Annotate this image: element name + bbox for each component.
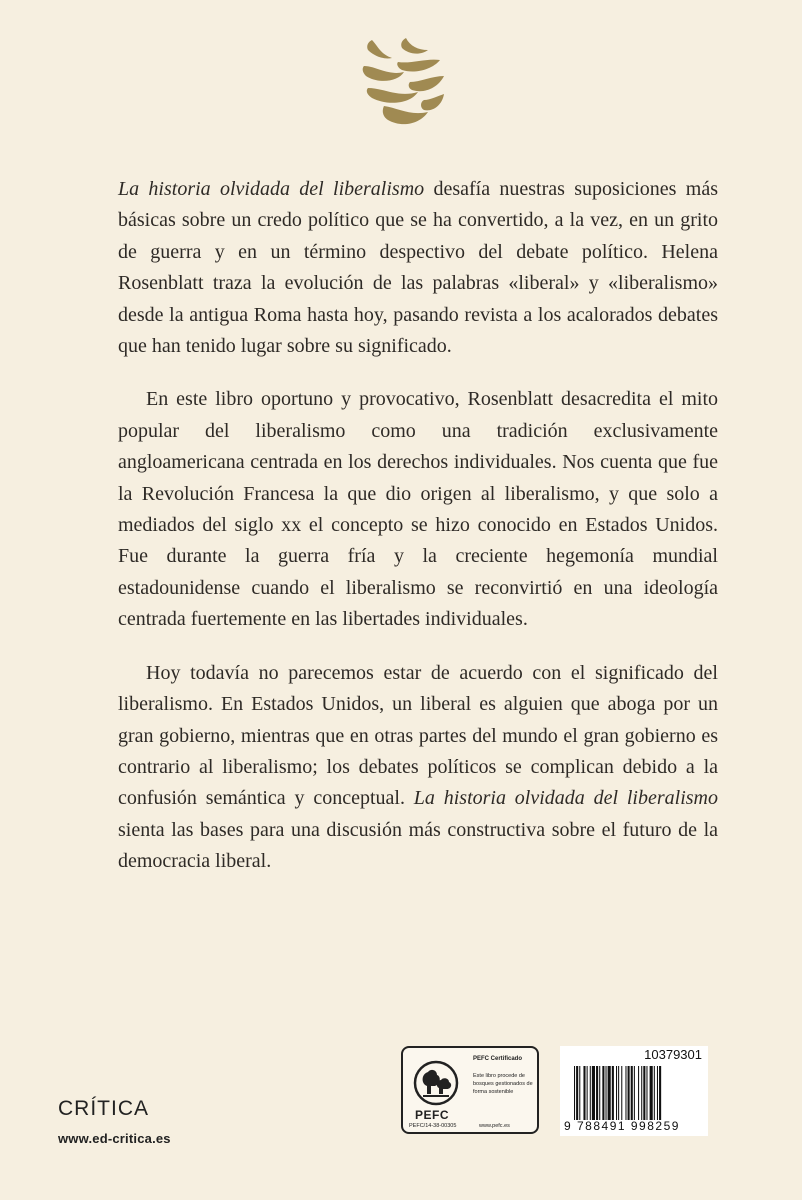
barcode-bar [654,1066,655,1120]
pefc-certified-label: PEFC Certificado [473,1056,523,1062]
barcode-bar [634,1066,635,1120]
barcode-bar [599,1066,600,1120]
paragraph-2 [118,384,718,635]
pefc-description: Este libro procede de bosques gestionados de forma sostenible [473,1073,533,1095]
barcode-bar [631,1066,633,1120]
pefc-brand: PEFC [415,1108,450,1122]
barcode-bar [579,1066,580,1120]
barcode-bar [596,1066,598,1120]
paragraph-3-end: sienta las bases para una discusión más constructiva sobre el futuro de la democracia liberal. [118,818,718,873]
barcode-area [560,1046,708,1136]
barcode-bar [612,1066,614,1120]
barcode-bar [650,1066,653,1120]
barcode-bar [587,1066,588,1120]
publisher-name: CRÍTICA [58,1097,149,1120]
synopsis [118,174,718,900]
paragraph-2-text: En este libro oportuno y provocativo, Rosenblatt desacredita el mito popular del liberalismo como una tradición exclusivamente angloamericana centrada en los derechos individuales. Nos cuenta que fue la Revolución Francesa la que dio origen al liberalismo, y que solo a mediados del siglo xx el concepto se hizo conocido en Estados Unidos. Fue durante la guerra fría y la creciente hegemonía mundial estadounidense cuando el liberalismo se reconvirtió en una ideología centrada fuertemente en las libertades individuales. [118,388,718,631]
isbn-number: 9 788491 998259 [564,1119,680,1133]
paragraph-1 [118,174,718,362]
barcode-bar [628,1066,630,1120]
product-reference: 10379301 [644,1047,702,1062]
flame-logo-icon [358,36,448,130]
pefc-site: www.pefc.es [479,1123,510,1129]
pefc-tree-icon [413,1060,459,1106]
barcode-bar [618,1066,619,1120]
book-title-italic-2: La historia olvidada del liberalismo [413,787,718,810]
barcode-bar [625,1066,626,1120]
barcode-bar [646,1066,647,1120]
book-title-italic: La historia olvidada del liberalismo [118,178,425,200]
barcode-icon [574,1066,702,1120]
barcode-bar [641,1066,642,1120]
barcode-bar [643,1066,645,1120]
barcode-bar [583,1066,585,1120]
barcode-bar [657,1066,658,1120]
paragraph-1-text: desafía nuestras suposiciones más básicas sobre un credo político que se ha convertido, a la vez, en un grito de guerra y en un término despectivo del debate político. Helena Rosenblatt traza la evolución de las palabras «liberal» y «liberalismo» desde la antigua Roma hasta hoy, pasando revista a los acalorados debates que han tenido lugar sobre su significado. [118,178,718,358]
barcode-bar [638,1066,639,1120]
publisher-url: www.ed-critica.es [58,1131,171,1146]
barcode-bar [606,1066,607,1120]
barcode-bar [659,1066,661,1120]
barcode-bar [608,1066,611,1120]
barcode-bar [602,1066,604,1120]
barcode-bar [576,1066,578,1120]
pefc-code: PEFC/14-38-00305 [409,1123,457,1129]
barcode-bar [616,1066,617,1120]
paragraph-3 [118,658,718,878]
pefc-certification [401,1046,539,1134]
barcode-bar [574,1066,575,1120]
paragraph-3-text: Hoy todavía no parecemos estar de acuerdo con el significado del liberalismo. En Estados Unidos, un liberal es alguien que aboga por un gran gobierno, mientras que en otras partes del mundo el gran gobierno es contrario al liberalismo; los debates políticos se complican debido a la confusión semántica y conceptual. [118,661,718,810]
barcode-bar [621,1066,622,1120]
publisher-block [58,1097,171,1146]
barcode-bar [592,1066,595,1120]
barcode-bar [590,1066,591,1120]
